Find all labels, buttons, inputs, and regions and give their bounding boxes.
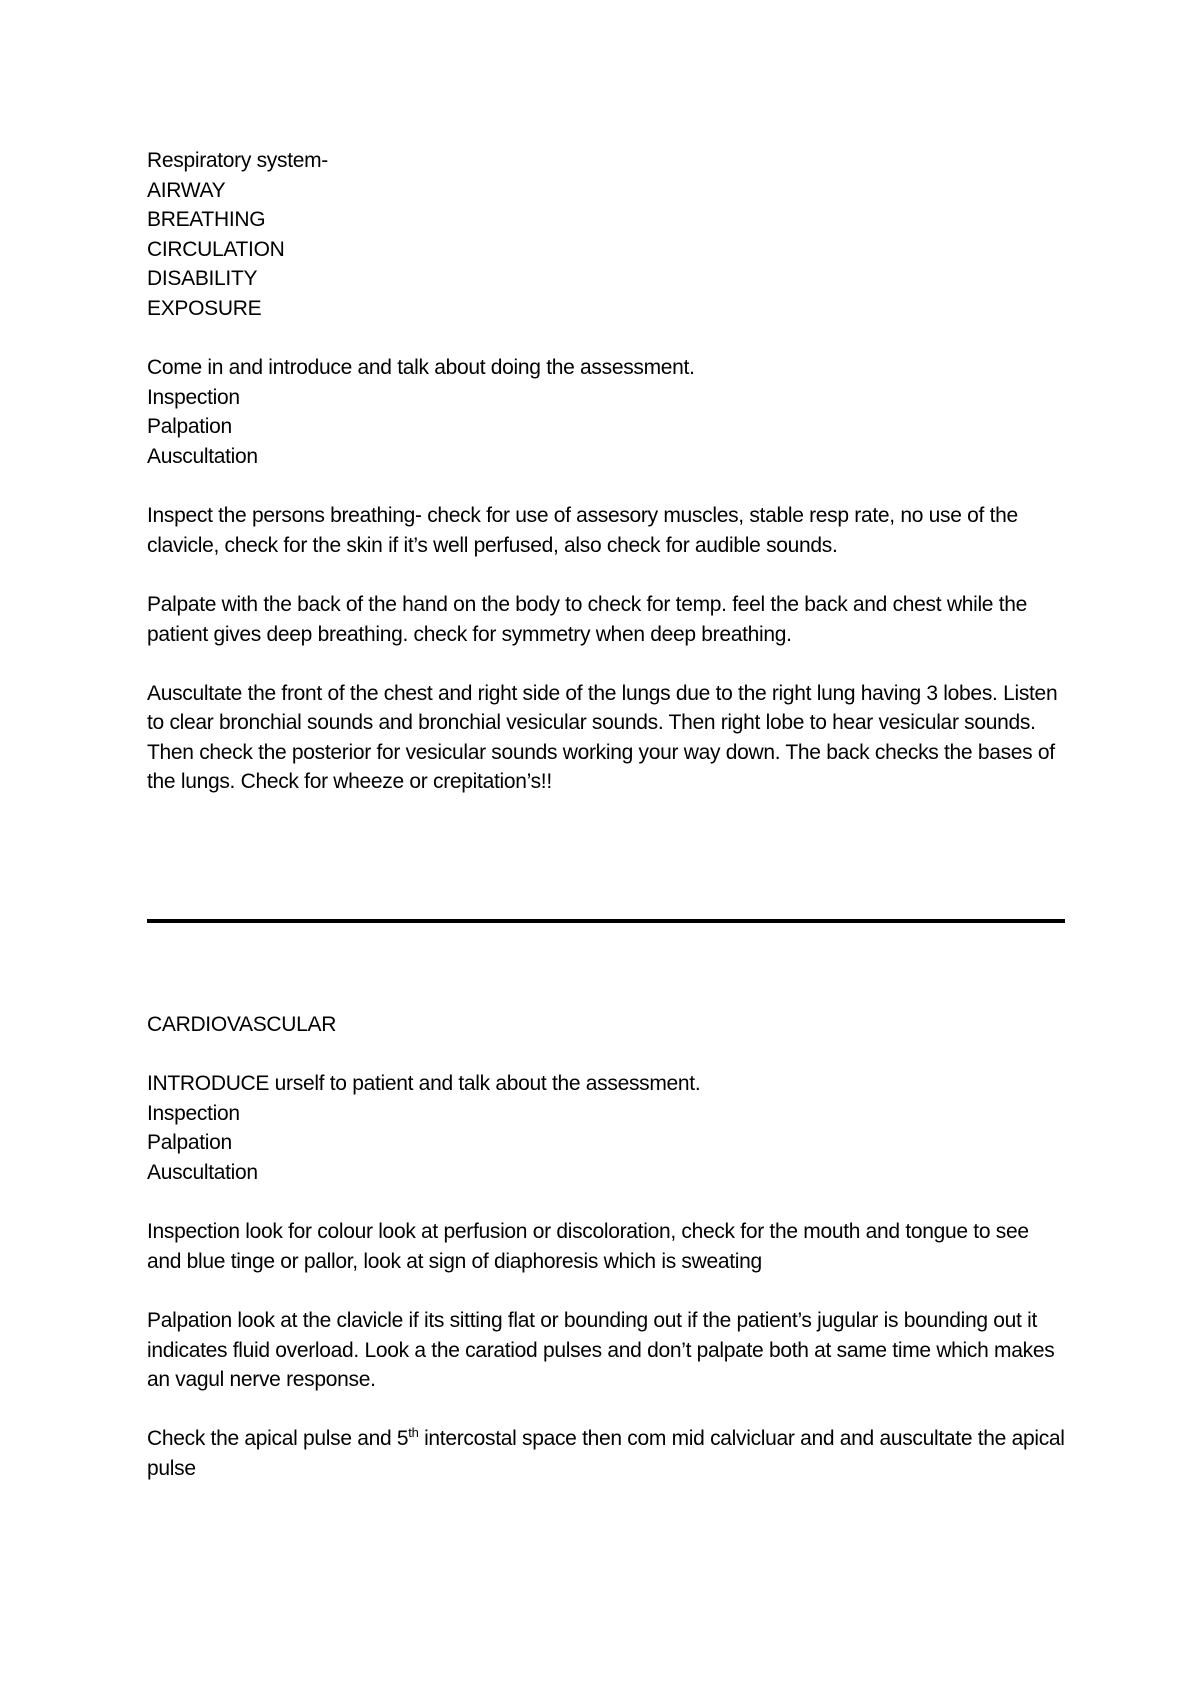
ordinal-suffix: th [408, 1425, 419, 1441]
respiratory-intro: Come in and introduce and talk about doing the assessment. [147, 356, 695, 380]
respiratory-section [147, 146, 1067, 797]
cardiovascular-apical-paragraph [147, 1424, 1067, 1483]
abcde-item-airway: AIRWAY [147, 178, 226, 202]
spacer [147, 649, 1067, 679]
respiratory-inspect-paragraph: Inspect the persons breathing- check for use of assesory muscles, stable resp rate, no use of the clavicle, check for the skin if it’s well perfused, also check for audible sounds. [147, 504, 1018, 557]
respiratory-step-inspection: Inspection [147, 385, 240, 409]
abcde-item-exposure: EXPOSURE [147, 296, 262, 320]
cardiovascular-step-palpation: Palpation [147, 1131, 232, 1155]
respiratory-step-palpation: Palpation [147, 415, 232, 439]
abcde-item-disability: DISABILITY [147, 267, 258, 291]
respiratory-heading: Respiratory system- [147, 149, 329, 172]
cardiovascular-palpation-paragraph: Palpation look at the clavicle if its sitting flat or bounding out if the patient’s jugular is bounding out it indicates fluid overload. Look a the caratiod pulses and don’t palpate both at same time which makes an vagul nerve response. [147, 1308, 1055, 1392]
spacer [147, 1188, 1067, 1218]
cardiovascular-step-auscultation: Auscultation [147, 1160, 258, 1184]
spacer [147, 560, 1067, 590]
spacer [147, 1395, 1067, 1425]
spacer [147, 1040, 1067, 1070]
spacer [147, 324, 1067, 354]
section-divider [147, 919, 1065, 923]
cardiovascular-inspection-paragraph: Inspection look for colour look at perfusion or discoloration, check for the mouth and tongue to see and blue tinge or pallor, look at sign of diaphoresis which is sweating [147, 1220, 1029, 1273]
abcde-item-breathing: BREATHING [147, 208, 266, 232]
abcde-item-circulation: CIRCULATION [147, 237, 285, 261]
cardiovascular-heading: CARDIOVASCULAR [147, 1013, 337, 1036]
spacer [147, 1276, 1067, 1306]
spacer [147, 472, 1067, 502]
respiratory-auscultate-paragraph: Auscultate the front of the chest and right side of the lungs due to the right lung having 3 lobes. Listen to clear bronchial sounds and bronchial vesicular sounds. Then right lobe to hear vesicular sounds. Then check the posterior for vesicular sounds working your way down. The back checks the bases of the lungs. Check for wheeze or crepitation’s!! [147, 681, 1058, 794]
cardiovascular-section [147, 1010, 1067, 1484]
respiratory-step-auscultation: Auscultation [147, 444, 258, 468]
cardiovascular-intro: INTRODUCE urself to patient and talk about the assessment. [147, 1072, 701, 1096]
respiratory-palpate-paragraph: Palpate with the back of the hand on the body to check for temp. feel the back and chest while the patient gives deep breathing. check for symmetry when deep breathing. [147, 592, 1028, 646]
cardiovascular-step-inspection: Inspection [147, 1101, 240, 1125]
apical-text-start: Check the apical pulse and 5 [147, 1427, 409, 1451]
apical-text-end: intercostal space then com mid calvicluar and and auscultate the apical pulse [147, 1427, 1065, 1480]
